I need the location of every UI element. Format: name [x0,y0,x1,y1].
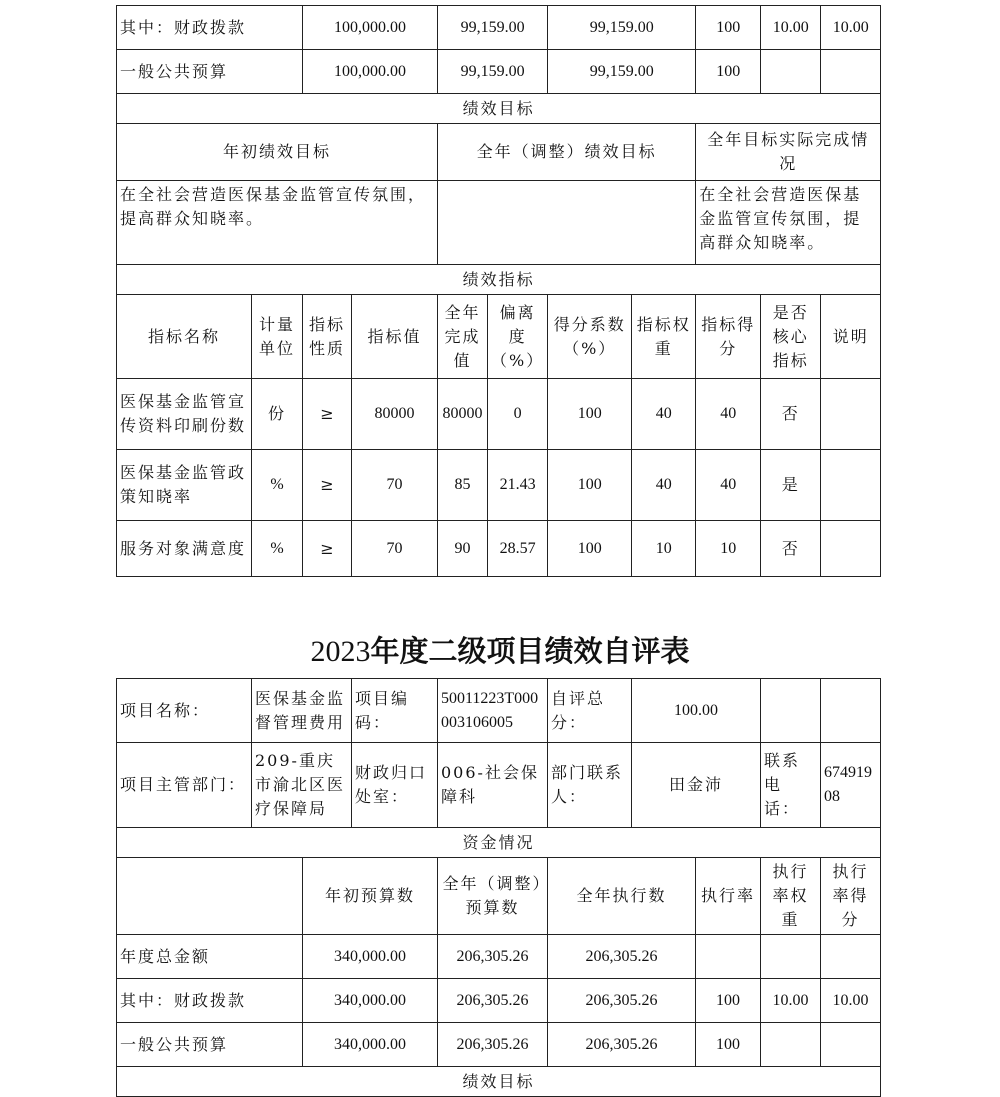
indicator-nature: ≥ [303,521,352,577]
indicator-actual: 85 [438,450,488,521]
execution-rate: 100 [696,1023,761,1067]
table-row [117,379,881,450]
indicator-weight: 10 [632,521,696,577]
col-header-executed: 全年执行数 [548,858,696,935]
indicator-note [821,521,881,577]
executed-amount: 206,305.26 [548,1023,696,1067]
col-header-initial: 年初预算数 [303,858,438,935]
col-header-rate: 执行率 [696,858,761,935]
fund-row-label: 一般公共预算 [117,50,303,94]
indicator-score: 40 [696,379,761,450]
initial-budget: 100,000.00 [303,6,438,50]
indicator-actual: 80000 [438,379,488,450]
executed-amount: 206,305.26 [548,935,696,979]
rate-score [821,935,881,979]
col-header-actual: 全年完成值 [438,295,488,379]
fund-row [117,6,881,50]
indicator-coef: 100 [548,521,632,577]
rate-score [821,50,881,94]
execution-rate [696,935,761,979]
col-header-target: 指标值 [352,295,438,379]
rate-score [821,1023,881,1067]
indicator-nature: ≥ [303,450,352,521]
col-header-score: 执行率得分 [821,858,881,935]
adjusted-budget: 99,159.00 [438,50,548,94]
contact-label: 部门联系人： [548,743,632,828]
project-performance-table [116,678,881,1097]
col-header-coef: 得分系数（%） [548,295,632,379]
fund-row-label: 一般公共预算 [117,1023,303,1067]
col-header-note: 说明 [821,295,881,379]
goal-actual: 在全社会营造医保基金监管宣传氛围，提高群众知晓率。 [696,181,881,265]
indicator-deviation: 28.57 [488,521,548,577]
project-code-label: 项目编码： [352,679,438,743]
adjusted-budget: 206,305.26 [438,935,548,979]
fund-row-label: 年度总金额 [117,935,303,979]
rate-score: 10.00 [821,979,881,1023]
col-header-name: 指标名称 [117,295,252,379]
indicator-score: 40 [696,450,761,521]
execution-rate: 100 [696,50,761,94]
col-header-weight: 指标权重 [632,295,696,379]
execution-rate: 100 [696,6,761,50]
rate-weight: 10.00 [761,6,821,50]
initial-budget: 340,000.00 [303,1023,438,1067]
page-title [0,628,1000,675]
col-header-unit: 计量单位 [252,295,303,379]
dept: 209-重庆市渝北区医疗保障局 [252,743,352,828]
indicator-name: 服务对象满意度 [117,521,252,577]
col-header-core: 是否核心指标 [761,295,821,379]
dept-label: 项目主管部门： [117,743,252,828]
indicator-coef: 100 [548,379,632,450]
project-name-label: 项目名称： [117,679,252,743]
indicator-core: 是 [761,450,821,521]
fund-row-label: 其中：财政拨款 [117,979,303,1023]
indicator-deviation: 0 [488,379,548,450]
indicator-score: 10 [696,521,761,577]
col-header-deviation: 偏离度（%） [488,295,548,379]
adjusted-budget: 99,159.00 [438,6,548,50]
goal-header-adjusted: 全年（调整）绩效目标 [438,124,696,181]
table-row [117,450,881,521]
initial-budget: 340,000.00 [303,979,438,1023]
rate-weight [761,1023,821,1067]
performance-table-continued [116,5,881,577]
indicator-weight: 40 [632,450,696,521]
finance-label: 财政归口处室： [352,743,438,828]
indicator-coef: 100 [548,450,632,521]
col-header-adjusted: 全年（调整）预算数 [438,858,548,935]
initial-budget: 100,000.00 [303,50,438,94]
phone-label: 联系电话： [761,743,821,828]
goal-header-initial: 年初绩效目标 [117,124,438,181]
contact-person: 田金沛 [632,743,761,828]
section-header-funds: 资金情况 [117,828,881,858]
indicator-core: 否 [761,379,821,450]
indicator-target: 80000 [352,379,438,450]
section-header-goals: 绩效目标 [117,1067,881,1097]
rate-weight [761,50,821,94]
fund-row [117,50,881,94]
self-score-label: 自评总分： [548,679,632,743]
project-code: 50011223T000003106005 [438,679,548,743]
fund-row [117,935,881,979]
title-text: 年度二级项目绩效自评表 [370,634,690,668]
adjusted-budget: 206,305.26 [438,1023,548,1067]
col-header-score: 指标得分 [696,295,761,379]
table-row [117,521,881,577]
col-header-nature: 指标性质 [303,295,352,379]
indicator-deviation: 21.43 [488,450,548,521]
indicator-core: 否 [761,521,821,577]
rate-weight: 10.00 [761,979,821,1023]
rate-score: 10.00 [821,6,881,50]
indicator-unit: 份 [252,379,303,450]
indicator-target: 70 [352,450,438,521]
goal-adjusted [438,181,696,265]
indicator-unit: % [252,521,303,577]
goal-header-actual: 全年目标实际完成情况 [696,124,881,181]
col-header-weight: 执行率权重 [761,858,821,935]
indicator-note [821,450,881,521]
indicator-actual: 90 [438,521,488,577]
indicator-name: 医保基金监管宣传资料印刷份数 [117,379,252,450]
executed-amount: 99,159.00 [548,6,696,50]
indicator-weight: 40 [632,379,696,450]
indicator-name: 医保基金监管政策知晓率 [117,450,252,521]
section-header-indicators: 绩效指标 [117,265,881,295]
indicator-nature: ≥ [303,379,352,450]
executed-amount: 206,305.26 [548,979,696,1023]
indicator-header-row [117,295,881,379]
indicator-unit: % [252,450,303,521]
indicator-target: 70 [352,521,438,577]
self-score: 100.00 [632,679,761,743]
fund-row-label: 其中：财政拨款 [117,6,303,50]
phone: 67491908 [821,743,881,828]
title-year: 2023 [310,635,371,668]
rate-weight [761,935,821,979]
fund-row [117,979,881,1023]
initial-budget: 340,000.00 [303,935,438,979]
executed-amount: 99,159.00 [548,50,696,94]
goal-initial: 在全社会营造医保基金监管宣传氛围，提高群众知晓率。 [117,181,438,265]
fund-row [117,1023,881,1067]
execution-rate: 100 [696,979,761,1023]
project-name: 医保基金监督管理费用 [252,679,352,743]
indicator-note [821,379,881,450]
adjusted-budget: 206,305.26 [438,979,548,1023]
section-header-goals: 绩效目标 [117,94,881,124]
finance-office: 006-社会保障科 [438,743,548,828]
